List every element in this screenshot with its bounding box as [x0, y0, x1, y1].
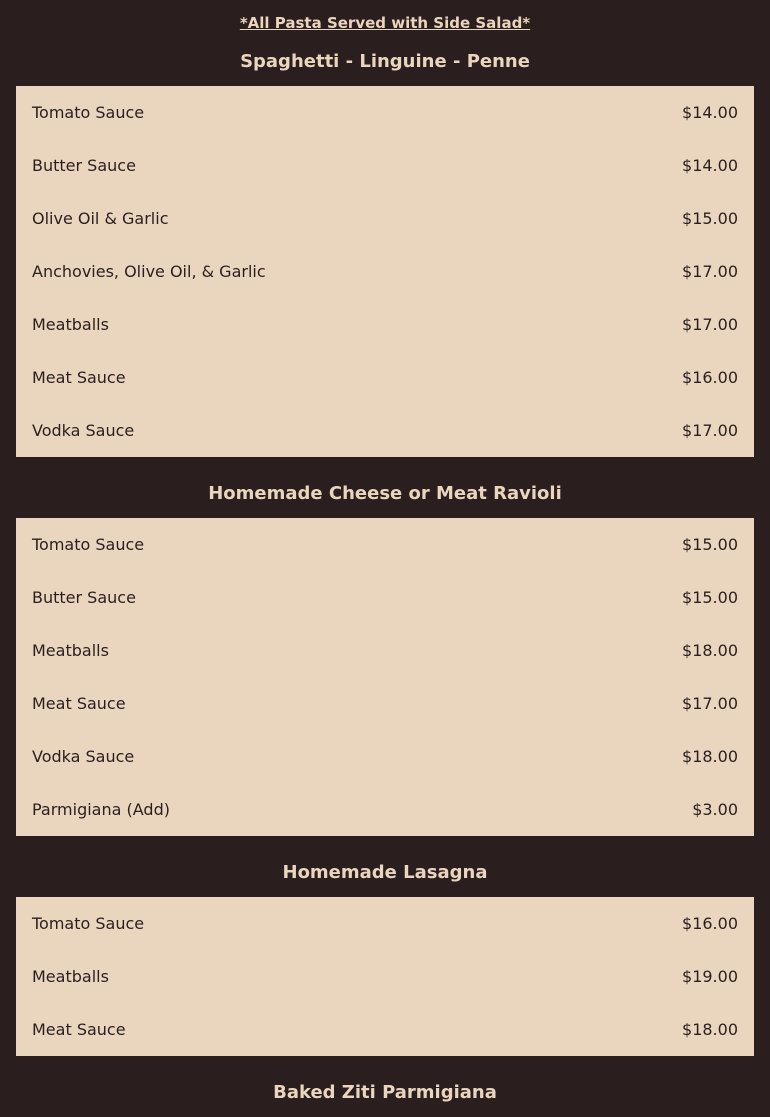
menu-item-price: $15.00: [682, 209, 738, 228]
menu-item: [16, 518, 754, 571]
notice: *All Pasta Served with Side Salad*: [239, 14, 531, 32]
menu-section-list: [16, 897, 754, 1056]
menu-item-price: $15.00: [682, 535, 738, 554]
menu-item-name: Meat Sauce: [32, 368, 126, 387]
menu-item-price: $17.00: [682, 315, 738, 334]
menu-item-price: $19.00: [682, 967, 738, 986]
menu-item-name: Meat Sauce: [32, 694, 126, 713]
menu-section-list: [16, 86, 754, 457]
menu-section-list: [16, 518, 754, 836]
menu-item-name: Meatballs: [32, 641, 109, 660]
menu-item-name: Vodka Sauce: [32, 747, 135, 766]
menu-item-name: Anchovies, Olive Oil, & Garlic: [32, 262, 266, 281]
menu-item: [16, 730, 754, 783]
menu-item-price: $14.00: [682, 103, 738, 122]
menu-item: [16, 192, 754, 245]
menu-item-price: $16.00: [682, 914, 738, 933]
menu-item-name: Vodka Sauce: [32, 421, 135, 440]
menu-item: [16, 950, 754, 1003]
section-title: Homemade Lasagna: [282, 861, 488, 883]
menu-item-name: Parmigiana (Add): [32, 800, 170, 819]
menu-item: [16, 677, 754, 730]
menu-item-name: Tomato Sauce: [32, 103, 145, 122]
menu-item-name: Olive Oil & Garlic: [32, 209, 169, 228]
menu: [0, 46, 770, 1117]
menu-item-name: Butter Sauce: [32, 156, 136, 175]
menu-item-price: $15.00: [682, 588, 738, 607]
menu-item-price: $16.00: [682, 368, 738, 387]
menu-item: [16, 86, 754, 139]
menu-item: [16, 624, 754, 677]
menu-item-name: Meat Sauce: [32, 1020, 126, 1039]
menu-item: [16, 298, 754, 351]
menu-item-price: $17.00: [682, 421, 738, 440]
menu-item-name: Meatballs: [32, 967, 109, 986]
menu-item: [16, 404, 754, 457]
menu-item: [16, 1003, 754, 1056]
section-title: Homemade Cheese or Meat Ravioli: [208, 482, 562, 504]
menu-item-price: $18.00: [682, 747, 738, 766]
menu-item-price: $17.00: [682, 694, 738, 713]
menu-item: [16, 351, 754, 404]
menu-item: [16, 783, 754, 836]
menu-item-name: Tomato Sauce: [32, 535, 145, 554]
menu-item-name: Butter Sauce: [32, 588, 136, 607]
section-title: Spaghetti - Linguine - Penne: [240, 50, 530, 72]
menu-item: [16, 245, 754, 298]
menu-item: [16, 139, 754, 192]
menu-item-price: $3.00: [692, 800, 738, 819]
menu-item-price: $18.00: [682, 641, 738, 660]
section-title: Baked Ziti Parmigiana: [273, 1081, 497, 1103]
menu-item-price: $17.00: [682, 262, 738, 281]
menu-item-price: $14.00: [682, 156, 738, 175]
menu-item-name: Tomato Sauce: [32, 914, 145, 933]
menu-item-price: $18.00: [682, 1020, 738, 1039]
menu-item: [16, 571, 754, 624]
menu-item-name: Meatballs: [32, 315, 109, 334]
menu-item: [16, 897, 754, 950]
